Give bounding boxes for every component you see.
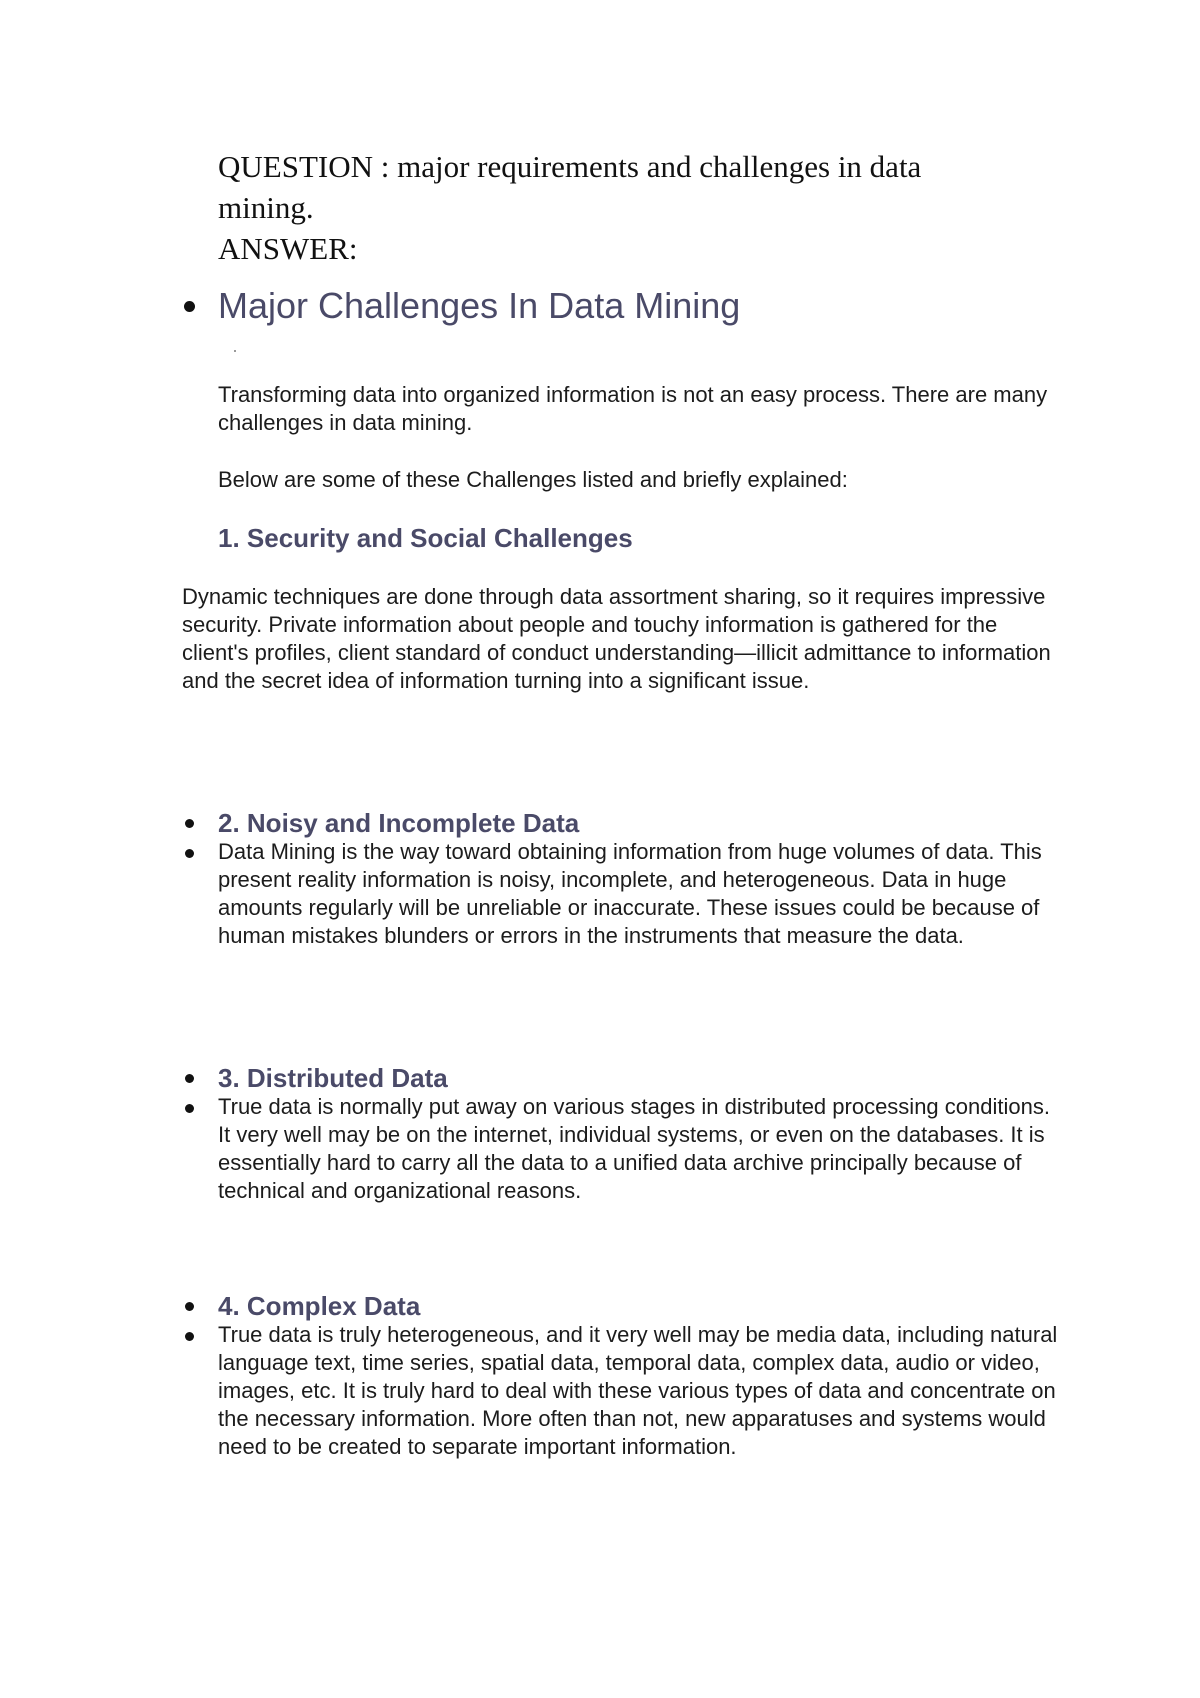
- section-2-title: 2. Noisy and Incomplete Data: [218, 808, 580, 838]
- main-heading-row: [178, 282, 1078, 330]
- main-heading: Major Challenges In Data Mining: [218, 285, 741, 326]
- section-4-body: True data is truly heterogeneous, and it very well may be media data, including natural language text, time series, spatial data, temporal data, complex data, audio or video, images, etc. It is truly hard to deal with these various types of data and concentrate on the necessary information. More often than not, new apparatuses and systems would need to be created to separate important information.: [218, 1322, 1058, 1459]
- section-1-body: Dynamic techniques are done through data assortment sharing, so it requires impressive security. Private information about people and touchy information is gathered for the client's profiles, client standard of conduct understanding—illicit admittance to information and the secret idea of information turning into a significant issue.: [182, 584, 1051, 693]
- section-1-title: 1. Security and Social Challenges: [218, 523, 633, 553]
- section-4-item: [178, 1291, 1078, 1501]
- section-2-body: Data Mining is the way toward obtaining information from huge volumes of data. This present reality information is noisy, incomplete, and heterogeneous. Data in huge amounts regularly will be unreliable or inaccurate. These issues could be because of human mistakes blunders or errors in the instruments that measure the data.: [218, 839, 1042, 948]
- bullet-icon: [185, 1332, 194, 1341]
- bullet-icon: [185, 1104, 194, 1113]
- bullet-icon: [185, 819, 194, 828]
- question-line-1: QUESTION : major requirements and challenges in data: [218, 149, 922, 184]
- section-3-title: 3. Distributed Data: [218, 1063, 448, 1093]
- bullet-icon: [185, 849, 194, 858]
- bullet-icon: [185, 1302, 194, 1311]
- bullet-icon: [185, 1074, 194, 1083]
- section-2-item: [178, 808, 1078, 988]
- dot-mark-icon: [234, 350, 236, 352]
- bullet-icon: [184, 301, 195, 312]
- section-4-title: 4. Complex Data: [218, 1291, 421, 1321]
- intro-paragraph: Transforming data into organized information is not an easy process. There are many challenges in data mining.: [218, 382, 1048, 435]
- question-line-2: mining.: [218, 190, 314, 225]
- answer-label: ANSWER:: [218, 231, 358, 266]
- intro-list-line: Below are some of these Challenges listed and briefly explained:: [218, 467, 848, 492]
- section-3-item: [178, 1063, 1078, 1223]
- section-3-body: True data is normally put away on various stages in distributed processing conditions. It very well may be on the internet, individual systems, or even on the databases. It is essentially hard to carry all the data to a unified data archive principally because of technical and organizational reasons.: [218, 1094, 1050, 1203]
